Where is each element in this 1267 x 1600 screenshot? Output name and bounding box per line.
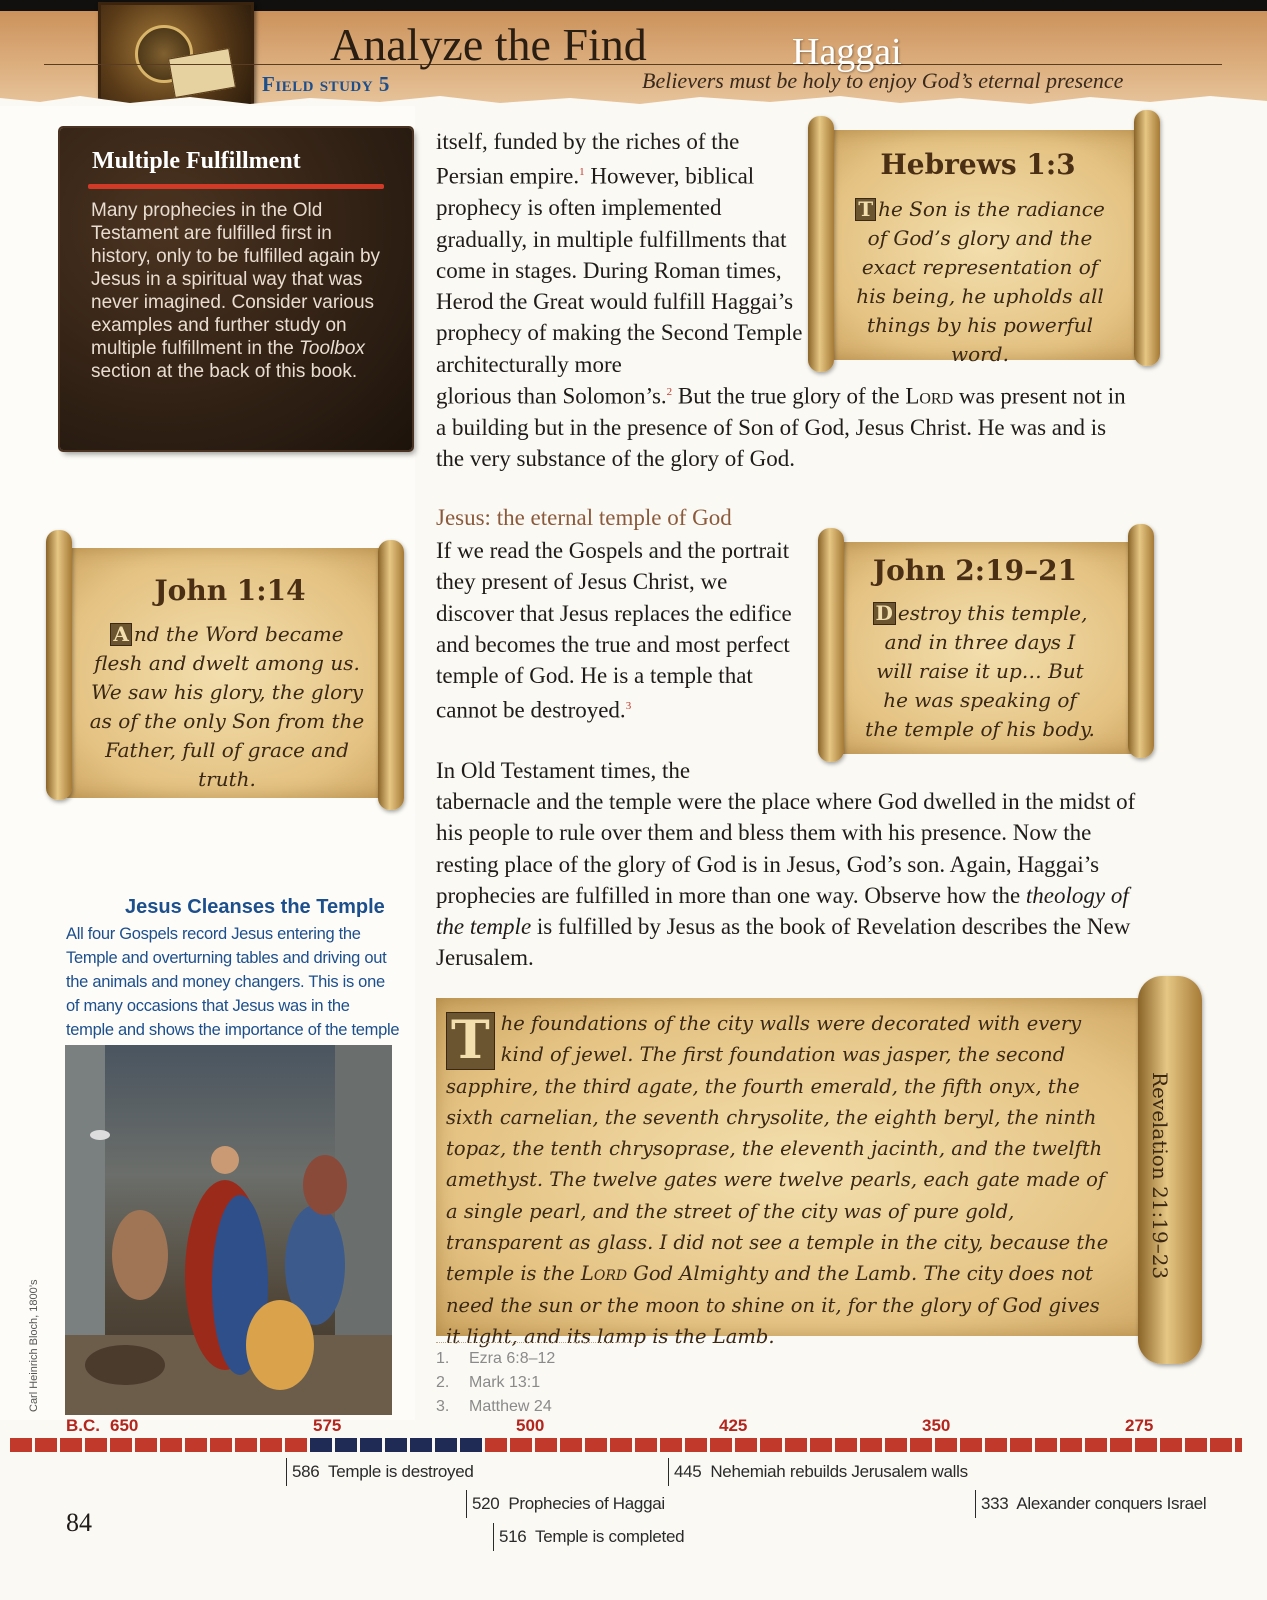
timeline-event: 333 Alexander conquers Israel: [975, 1490, 1206, 1518]
timeline-segment: [885, 1438, 907, 1452]
body-paragraph-1-bottom: glorious than Solomon’s.$^2$ But the true glory of the Lord was present not in a building but in the presence of Son of God, Jesus Christ. He was and is the very substance of the glory of God.: [436, 383, 1126, 472]
timeline-segment: [210, 1438, 232, 1452]
timeline-segment: [10, 1438, 32, 1452]
timeline-bar: [10, 1438, 1242, 1452]
timeline-segment: [285, 1438, 307, 1452]
timeline-segment: [310, 1438, 332, 1452]
timeline-segment: [560, 1438, 582, 1452]
scroll-roll-left: [818, 528, 844, 762]
footnote: 3. Matthew 24: [436, 1398, 552, 1415]
body-paragraph-3-top: In Old Testament times, the: [436, 758, 691, 783]
timeline-event: 520 Prophecies of Haggai: [466, 1490, 665, 1518]
timeline-segment: [510, 1438, 532, 1452]
caption-text: All four Gospels record Jesus entering the Temple and overturning tables and driving out the animals and money changers. This is one of many occasions that Jesus was in the temple and shows the importance of the temple: [66, 925, 400, 1039]
drop-cap: D: [873, 602, 896, 625]
revelation-reference: Revelation 21:19–23: [1148, 1072, 1172, 1280]
timeline-segment: [1185, 1438, 1207, 1452]
toolbox-term: Toolbox: [299, 338, 365, 359]
timeline-segment: [410, 1438, 432, 1452]
jesus-cleanses-temple-painting: [65, 1045, 392, 1415]
scroll-text: D estroy this temple, and in three days I will raise it up… But he was speaking of the temple of his body.: [865, 601, 1095, 741]
scroll-text: T he foundations of the city walls were decorated with every kind of jewel. The first foundation was jasper, the second sapphire, the third agate, the fourth emerald, the fifth onyx, the sixth carnelian, the seventh chrysolite, the eighth beryl, the ninth topaz, the tenth chrysoprase, the eleventh jacinth, and the twelfth amethyst. The twelve gates were twelve pearls, each gate made of a single pearl, and the street of the city was of pure gold, transparent as glass. I did not see a temple in the city, because the temple is the Lord God Almighty and the Lamb. The city does not need the sun or the moon to shine on it, for the glory of God gives it light, and its lamp is the Lamb.: [446, 1010, 1109, 1348]
timeline-segment: [610, 1438, 632, 1452]
timeline-segment: [260, 1438, 282, 1452]
timeline-segment: [360, 1438, 382, 1452]
footnote: 1. Ezra 6:8–12: [436, 1350, 556, 1367]
painting-credit: Carl Heinrich Bloch, 1800’s: [28, 1279, 40, 1412]
timeline-segment: [335, 1438, 357, 1452]
footnote: 2. Mark 13:1: [436, 1374, 541, 1391]
scroll-roll-right: [1134, 110, 1160, 366]
timeline-segment: [860, 1438, 882, 1452]
body-paragraph-2: If we read the Gospels and the portrait they present of Jesus Christ, we discover that Jesus replaces the edifice and becomes the true and most perfect temple of God. He is a temple that cannot be destroyed.$^3$: [436, 538, 792, 724]
footnote-ref: 2: [666, 386, 673, 398]
timeline-segment: [485, 1438, 507, 1452]
timeline-segment: [1085, 1438, 1107, 1452]
timeline-segment: [935, 1438, 957, 1452]
field-study-label: Field study 5: [262, 72, 390, 96]
timeline-segment: [185, 1438, 207, 1452]
timeline-segment: [460, 1438, 482, 1452]
timeline-segment: [60, 1438, 82, 1452]
timeline-segment: [835, 1438, 857, 1452]
timeline-segment: [1235, 1438, 1242, 1452]
timeline-segment: [1160, 1438, 1182, 1452]
timeline-segment: [660, 1438, 682, 1452]
drop-cap: T: [446, 1012, 495, 1070]
scroll-roll-right: [378, 540, 404, 810]
timeline-segment: [1210, 1438, 1232, 1452]
book-title: Haggai: [792, 31, 902, 73]
body-paragraph-3: tabernacle and the temple were the place where God dwelled in the midst of his people to rule over them and bless them with his presence. Now the resting place of the glory of God is in Jesus, God’s son. Again, Haggai’s prophecies are fulfilled in more than one way. Observe how the theology of the temple is fulfilled by Jesus as the book of Revelation describes the New Jerusalem.: [436, 789, 1136, 971]
footnote-rule: [436, 1342, 636, 1343]
drop-cap: A: [110, 623, 132, 646]
timeline-segment: [1110, 1438, 1132, 1452]
scroll-reference: Hebrews 1:3: [880, 148, 1076, 181]
timeline-tick: 575: [313, 1416, 342, 1435]
timeline-segment: [110, 1438, 132, 1452]
timeline-segment: [385, 1438, 407, 1452]
timeline-tick: 650: [110, 1416, 139, 1435]
footnote-ref: 1: [579, 166, 585, 179]
timeline-segment: [135, 1438, 157, 1452]
timeline-segment: [785, 1438, 807, 1452]
timeline-tick: 275: [1125, 1416, 1154, 1435]
timeline-segment: [535, 1438, 557, 1452]
timeline-segment: [735, 1438, 757, 1452]
section-title: Analyze the Find: [330, 19, 647, 70]
body-paragraph-1-top: itself, funded by the riches of the Persian empire.$^1$ However, biblical prophecy is often implemented gradually, in multiple fulfillments that come in stages. During Roman times, Herod the Great would fulfill Haggai’s prophecy of making the Second Temple architecturally more: [436, 129, 803, 377]
timeline-segment: [35, 1438, 57, 1452]
timeline-segment: [1035, 1438, 1057, 1452]
timeline-event: 586 Temple is destroyed: [286, 1458, 474, 1486]
timeline-tick: 500: [516, 1416, 545, 1435]
timeline-segment: [985, 1438, 1007, 1452]
sidebar-rule: [88, 184, 384, 189]
book-subtitle: Believers must be holy to enjoy God’s eternal presence: [642, 68, 1124, 93]
section-subheading: Jesus: the eternal temple of God: [436, 505, 732, 530]
timeline-segment: [910, 1438, 932, 1452]
timeline-segment: [1060, 1438, 1082, 1452]
scroll-roll-left: [46, 530, 72, 800]
scroll-text: T he Son is the radiance of God’s glory and the exact representation of his being, he upholds all things by his powerful word.: [856, 197, 1105, 366]
sidebar-title: Multiple Fulfillment: [92, 148, 301, 174]
timeline-era-label: B.C.: [66, 1416, 100, 1435]
timeline-segment: [85, 1438, 107, 1452]
timeline-segment: [810, 1438, 832, 1452]
timeline-segment: [585, 1438, 607, 1452]
timeline-segment: [160, 1438, 182, 1452]
timeline-segment: [1135, 1438, 1157, 1452]
scroll-text: A nd the Word became flesh and dwelt among us. We saw his glory, the glory as of the only Son from the Father, full of grace and truth.: [89, 622, 365, 791]
timeline-event: 516 Temple is completed: [493, 1523, 684, 1551]
timeline-segment: [1010, 1438, 1032, 1452]
caption-title: Jesus Cleanses the Temple: [125, 896, 385, 918]
page-number: 84: [66, 1508, 92, 1537]
scroll-roll-right: [1128, 524, 1154, 758]
timeline-segment: [435, 1438, 457, 1452]
timeline-tick: 425: [719, 1416, 748, 1435]
timeline-segment: [235, 1438, 257, 1452]
drop-cap: T: [855, 198, 876, 221]
timeline-segment: [760, 1438, 782, 1452]
painting-illustration: [65, 1045, 392, 1415]
timeline-segment: [960, 1438, 982, 1452]
timeline-segment: [685, 1438, 707, 1452]
scroll-reference: John 1:14: [154, 574, 306, 607]
timeline-tick: 350: [922, 1416, 951, 1435]
timeline-segment: [635, 1438, 657, 1452]
sidebar-text: Many prophecies in the Old Testament are fulfilled first in history, only to be fulfilled again by Jesus in a spiritual way that was never imagined. Consider various examples and further study on multiple fulfillment in the Toolbox section at the back of this book.: [91, 200, 381, 382]
timeline-event: 445 Nehemiah rebuilds Jerusalem walls: [668, 1458, 968, 1486]
scroll-roll-left: [808, 116, 834, 372]
footnote-ref: 3: [625, 700, 632, 713]
page-header: [0, 0, 1267, 106]
timeline-segment: [710, 1438, 732, 1452]
scroll-reference: John 2:19–21: [872, 554, 1078, 587]
